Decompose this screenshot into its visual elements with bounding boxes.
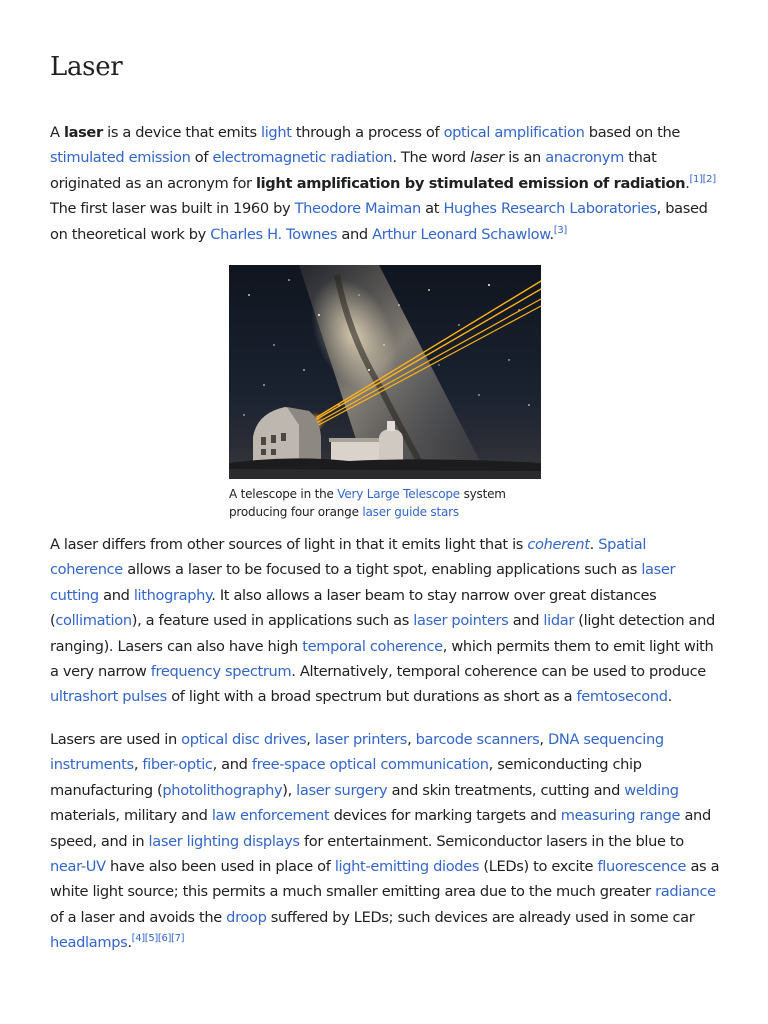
reference-7[interactable]: [7] xyxy=(171,933,185,945)
link-laser-guide-stars[interactable]: laser guide stars xyxy=(362,505,459,519)
link-ultrashort-pulses[interactable]: ultrashort pulses xyxy=(50,688,167,706)
link-free-space-optical-communication[interactable]: free-space optical communication xyxy=(251,756,489,774)
caption-text: system producing four orange xyxy=(229,487,506,519)
building-roof xyxy=(329,438,381,442)
text: as a white light source; this permits a much smaller emitting area due to the much greater xyxy=(50,858,720,901)
link-anacronym[interactable]: anacronym xyxy=(545,149,624,167)
link-droop[interactable]: droop xyxy=(226,908,267,926)
text: is a device that emits xyxy=(102,124,262,141)
link-collimation[interactable]: collimation xyxy=(55,612,132,630)
text: through a process of xyxy=(291,124,444,141)
bold-acronym-expansion: light amplification by stimulated emission of radiation xyxy=(256,174,686,192)
reference-2[interactable]: [2] xyxy=(702,173,716,185)
text: at xyxy=(420,200,444,218)
tower xyxy=(387,421,395,431)
link-temporal-coherence[interactable]: temporal coherence xyxy=(302,637,443,655)
intro-paragraph xyxy=(50,120,722,247)
text: ), a feature used in applications such as xyxy=(131,612,414,630)
reference-1[interactable]: [1] xyxy=(689,173,703,185)
link-measuring-range[interactable]: measuring range xyxy=(560,807,681,825)
text: and xyxy=(337,225,373,243)
reference-3[interactable]: [3] xyxy=(553,224,567,236)
link-light-emitting-diodes[interactable]: light-emitting diodes xyxy=(334,858,480,876)
text: Lasers are used in xyxy=(50,731,182,748)
text: . xyxy=(589,536,599,553)
link-radiance[interactable]: radiance xyxy=(655,883,716,901)
text: and skin treatments, cutting and xyxy=(387,781,625,799)
link-arthur-schawlow[interactable]: Arthur Leonard Schawlow xyxy=(372,225,550,243)
link-dna-sequencing-instruments[interactable]: DNA sequencing instruments xyxy=(50,731,664,774)
link-laser-pointers[interactable]: laser pointers xyxy=(413,612,509,630)
link-coherent[interactable]: coherent xyxy=(527,536,590,553)
text: The first laser was built in 1960 by xyxy=(50,200,295,218)
figure xyxy=(229,265,541,521)
text: (light detection and ranging). Lasers can also have high xyxy=(50,612,715,655)
text: that originated as an acronym for xyxy=(50,149,657,192)
link-law-enforcement[interactable]: law enforcement xyxy=(211,807,330,825)
link-fluorescence[interactable]: fluorescence xyxy=(597,858,687,876)
link-stimulated-emission[interactable]: stimulated emission xyxy=(50,149,191,167)
text: . xyxy=(127,934,132,952)
link-femtosecond[interactable]: femtosecond xyxy=(576,688,668,706)
link-frequency-spectrum[interactable]: frequency spectrum xyxy=(150,663,292,681)
reference-5[interactable]: [5] xyxy=(144,933,158,945)
link-photolithography[interactable]: photolithography xyxy=(162,781,283,799)
bold-term-laser: laser xyxy=(63,124,103,141)
applications-paragraph xyxy=(50,727,722,956)
link-barcode-scanners[interactable]: barcode scanners xyxy=(415,731,540,748)
link-laser-cutting[interactable]: laser cutting xyxy=(50,561,676,604)
reference-4[interactable]: [4] xyxy=(131,933,145,945)
telescope-laser-photo[interactable] xyxy=(229,265,541,479)
coherence-paragraph xyxy=(50,532,722,710)
link-fiber-optic[interactable]: fiber-optic xyxy=(142,756,213,774)
text: materials, military and xyxy=(50,807,212,825)
text: . xyxy=(667,688,672,706)
text: of light with a broad spectrum but durations as short as a xyxy=(166,688,577,706)
text: A xyxy=(50,124,64,141)
text: . The word xyxy=(392,149,471,167)
control-building xyxy=(331,441,379,461)
text: , xyxy=(407,731,416,748)
text: suffered by LEDs; such devices are already used in some car xyxy=(266,908,695,926)
link-optical-disc-drives[interactable]: optical disc drives xyxy=(181,731,307,748)
text: of a laser and avoids the xyxy=(50,908,227,926)
text: , based on theoretical work by xyxy=(50,200,708,243)
text: , semiconducting chip manufacturing ( xyxy=(50,756,642,799)
text: . Alternatively, temporal coherence can be used to produce xyxy=(291,663,706,681)
text: and speed, and in xyxy=(50,807,711,850)
link-welding[interactable]: welding xyxy=(624,781,679,799)
link-very-large-telescope[interactable]: Very Large Telescope xyxy=(337,487,460,501)
text: ), xyxy=(282,781,297,799)
link-electromagnetic-radiation[interactable]: electromagnetic radiation xyxy=(212,149,393,167)
text: , xyxy=(306,731,315,748)
link-hughes-research-laboratories[interactable]: Hughes Research Laboratories xyxy=(443,200,657,218)
text: have also been used in place of xyxy=(105,858,335,876)
text: . xyxy=(685,174,690,192)
text: and xyxy=(98,586,134,604)
text: , xyxy=(133,756,143,774)
reference-6[interactable]: [6] xyxy=(157,933,172,945)
link-lidar[interactable]: lidar xyxy=(543,612,574,630)
text: , xyxy=(539,731,548,748)
link-lithography[interactable]: lithography xyxy=(133,586,212,604)
link-laser-lighting-displays[interactable]: laser lighting displays xyxy=(148,832,300,850)
caption-text: A telescope in the xyxy=(229,487,338,501)
link-optical-amplification[interactable]: optical amplification xyxy=(443,124,585,141)
text: for entertainment. Semiconductor lasers in the blue to xyxy=(299,832,684,850)
text: , and xyxy=(212,756,252,774)
link-laser-printers[interactable]: laser printers xyxy=(314,731,408,748)
link-spatial-coherence[interactable]: Spatial coherence xyxy=(50,536,647,579)
text: based on the xyxy=(584,124,681,141)
italic-term-laser: laser xyxy=(470,149,504,167)
link-laser-surgery[interactable]: laser surgery xyxy=(296,781,388,799)
text: of xyxy=(190,149,213,167)
text: . xyxy=(549,225,554,243)
auxiliary-telescope xyxy=(379,429,403,461)
text: . It also allows a laser beam to stay narrow over great distances ( xyxy=(50,586,657,630)
figure-caption xyxy=(229,485,541,521)
text: allows a laser to be focused to a tight spot, enabling applications such as xyxy=(122,561,642,579)
page-title: Laser xyxy=(50,52,123,82)
text: devices for marking targets and xyxy=(329,807,561,825)
text: and xyxy=(508,612,544,630)
link-headlamps[interactable]: headlamps xyxy=(50,934,128,952)
link-charles-townes[interactable]: Charles H. Townes xyxy=(210,225,338,243)
text: , which permits them to emit light with a very narrow xyxy=(50,637,714,681)
link-near-uv[interactable]: near-UV xyxy=(50,858,106,876)
text: is an xyxy=(503,149,546,167)
text: A laser differs from other sources of light in that it emits light that is xyxy=(50,536,528,553)
text: (LEDs) to excite xyxy=(479,858,598,876)
link-light[interactable]: light xyxy=(261,124,292,141)
link-theodore-maiman[interactable]: Theodore Maiman xyxy=(294,200,421,218)
